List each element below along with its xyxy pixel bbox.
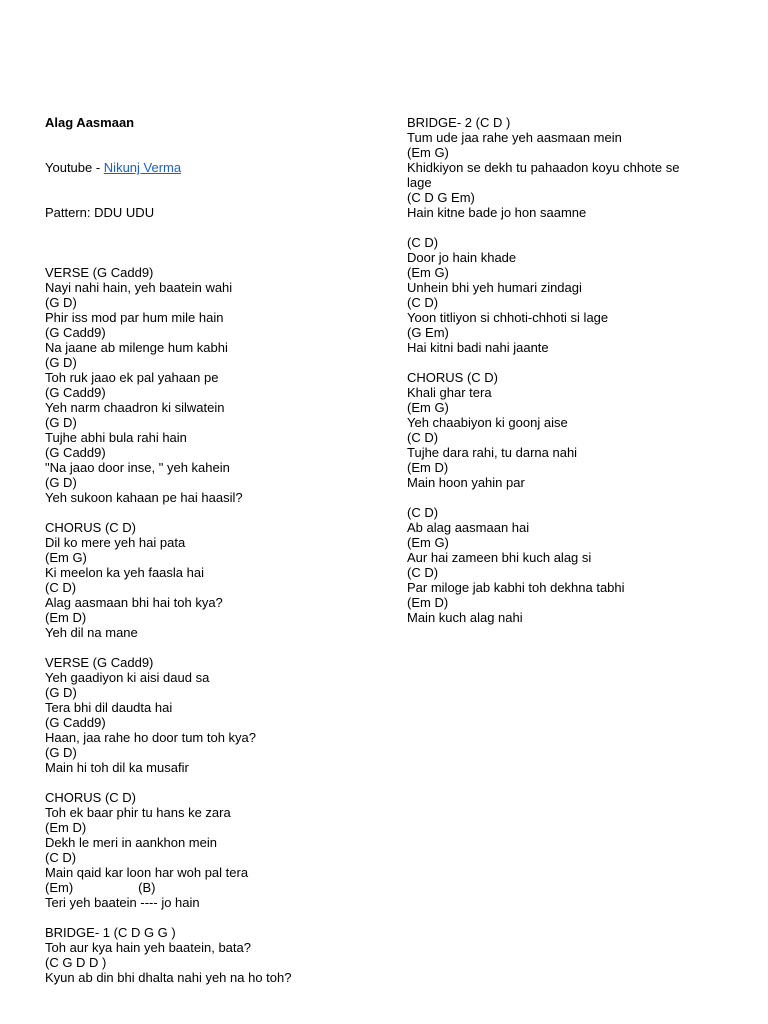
lyric-line: Khidkiyon se dekh tu pahaadon koyu chhote se: [407, 160, 680, 175]
chord-line: BRIDGE- 1 (C D G G ): [45, 925, 176, 940]
lyric-line: "Na jaao door inse, " yeh kahein: [45, 460, 230, 475]
blank-line: [45, 775, 291, 790]
right-lyrics: [407, 115, 679, 625]
chord-line: (C D): [45, 850, 77, 865]
blank-line: [45, 505, 291, 520]
blank-line: [407, 355, 679, 370]
lyric-line: Yeh chaabiyon ki goonj aise: [407, 415, 568, 430]
lyric-line: Door jo hain khade: [407, 250, 517, 265]
lyric-line: Hain kitne bade jo hon saamne: [407, 205, 587, 220]
chord-line: BRIDGE- 2 (C D ): [407, 115, 511, 130]
chord-line: (Em G): [407, 535, 449, 550]
chord-line: (Em G): [407, 265, 449, 280]
lyric-line: Toh aur kya hain yeh baatein, bata?: [45, 940, 251, 955]
lyric-line: Par miloge jab kabhi toh dekhna tabhi: [407, 580, 625, 595]
chord-line: (C D): [45, 580, 77, 595]
lyric-line: Alag aasmaan bhi hai toh kya?: [45, 595, 223, 610]
chord-line: (C D): [407, 235, 439, 250]
lyric-line: Yeh gaadiyon ki aisi daud sa: [45, 670, 210, 685]
chord-line: (G Em): [407, 325, 449, 340]
left-lyrics: [45, 250, 291, 985]
chord-line: (Em D): [45, 820, 87, 835]
chord-line: (G D): [45, 685, 77, 700]
lyric-line: Dekh le meri in aankhon mein: [45, 835, 217, 850]
chord-line: (C D): [407, 430, 439, 445]
lyric-line: lage: [407, 175, 432, 190]
chord-line: (G Cadd9): [45, 715, 106, 730]
chord-line: VERSE (G Cadd9): [45, 655, 154, 670]
left-column: [45, 85, 291, 1000]
chord-line: (G D): [45, 355, 77, 370]
chord-line: (G D): [45, 475, 77, 490]
youtube-credit: [45, 160, 291, 175]
chord-line: (Em G): [407, 145, 449, 160]
blank-line: [45, 910, 291, 925]
chord-line: CHORUS (C D): [45, 790, 136, 805]
chord-line: (C D G Em): [407, 190, 475, 205]
chord-line: (G Cadd9): [45, 385, 106, 400]
lyric-line: Na jaane ab milenge hum kabhi: [45, 340, 228, 355]
chord-line: VERSE (G Cadd9): [45, 265, 154, 280]
chord-line: (Em G): [407, 400, 449, 415]
lyric-line: Tujhe dara rahi, tu darna nahi: [407, 445, 578, 460]
lyric-line: Main kuch alag nahi: [407, 610, 523, 625]
chord-line: (C D): [407, 295, 439, 310]
song-title: Alag Aasmaan: [45, 115, 135, 130]
blank-line: [45, 640, 291, 655]
blank-line: [407, 220, 679, 235]
chord-line: CHORUS (C D): [45, 520, 136, 535]
lyric-line: Khali ghar tera: [407, 385, 492, 400]
lyric-line: Yeh narm chaadron ki silwatein: [45, 400, 225, 415]
chord-line: (G D): [45, 415, 77, 430]
chord-line: CHORUS (C D): [407, 370, 498, 385]
chord-line: (G Cadd9): [45, 325, 106, 340]
lyric-line: Phir iss mod par hum mile hain: [45, 310, 224, 325]
blank-line: [407, 490, 679, 505]
youtube-channel-link[interactable]: Nikunj Verma: [103, 160, 182, 175]
lyric-line: Main qaid kar loon har woh pal tera: [45, 865, 249, 880]
lyric-line: Yoon titliyon si chhoti-chhoti si lage: [407, 310, 609, 325]
lyric-line: Tum ude jaa rahe yeh aasmaan mein: [407, 130, 622, 145]
lyric-line: Tujhe abhi bula rahi hain: [45, 430, 187, 445]
lyric-line: Haan, jaa rahe ho door tum toh kya?: [45, 730, 257, 745]
chord-line: (Em D): [407, 595, 449, 610]
chord-line: (Em) (B): [45, 880, 156, 895]
lyric-line: Yeh dil na mane: [45, 625, 138, 640]
chord-line: (C G D D ): [45, 955, 107, 970]
lyric-line: Yeh sukoon kahaan pe hai haasil?: [45, 490, 243, 505]
chord-line: (Em D): [45, 610, 87, 625]
lyric-line: Tera bhi dil daudta hai: [45, 700, 173, 715]
lyric-line: Nayi nahi hain, yeh baatein wahi: [45, 280, 233, 295]
chord-line: (G D): [45, 295, 77, 310]
chord-line: (C D): [407, 565, 439, 580]
lyric-line: Toh ruk jaao ek pal yahaan pe: [45, 370, 219, 385]
right-column: [407, 85, 679, 640]
youtube-prefix: Youtube -: [45, 160, 104, 175]
lyric-line: Ki meelon ka yeh faasla hai: [45, 565, 204, 580]
chord-line: (C D): [407, 505, 439, 520]
lyric-line: Aur hai zameen bhi kuch alag si: [407, 550, 592, 565]
chord-line: (G Cadd9): [45, 445, 106, 460]
blank-line: [45, 250, 291, 265]
lyric-line: Kyun ab din bhi dhalta nahi yeh na ho toh?: [45, 970, 292, 985]
lyric-line: Unhein bhi yeh humari zindagi: [407, 280, 582, 295]
lyric-line: Main hoon yahin par: [407, 475, 525, 490]
chord-line: (Em D): [407, 460, 449, 475]
lyric-line: Dil ko mere yeh hai pata: [45, 535, 186, 550]
lyric-line: Hai kitni badi nahi jaante: [407, 340, 549, 355]
lyric-line: Ab alag aasmaan hai: [407, 520, 530, 535]
lyric-line: Main hi toh dil ka musafir: [45, 760, 189, 775]
lyric-line: Toh ek baar phir tu hans ke zara: [45, 805, 231, 820]
chord-line: (G D): [45, 745, 77, 760]
lyric-line: Teri yeh baatein ---- jo hain: [45, 895, 200, 910]
strum-pattern: Pattern: DDU UDU: [45, 205, 155, 220]
chord-line: (Em G): [45, 550, 87, 565]
